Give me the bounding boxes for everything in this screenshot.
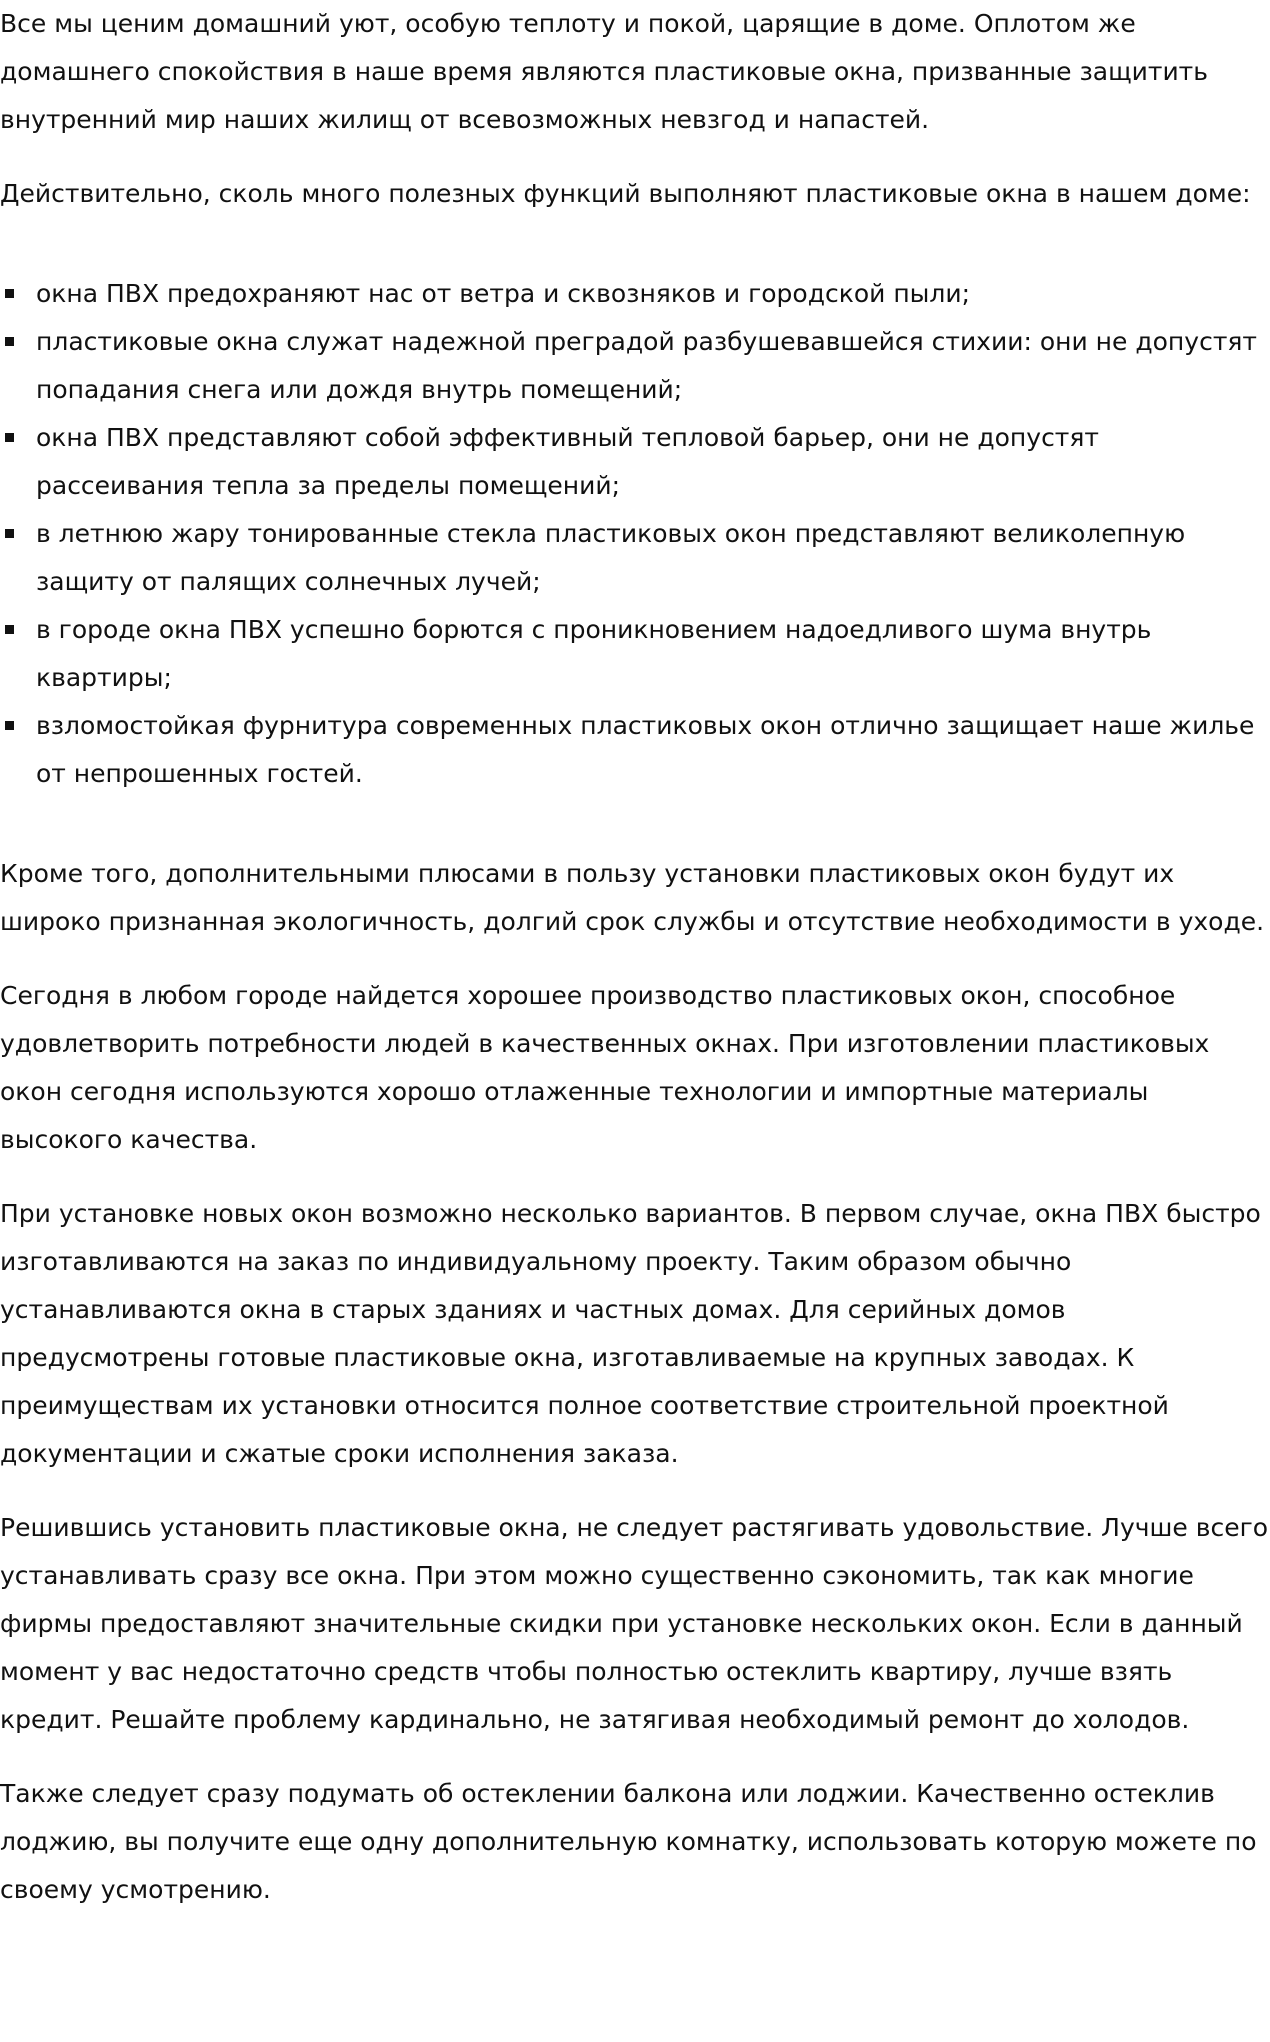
list-item <box>0 414 1270 510</box>
square-bullet-icon <box>5 721 14 730</box>
installation-options-paragraph: При установке новых окон возможно несколько вариантов. В первом случае, окна ПВХ быстро изготавливаются на заказ по индивидуальному проекту. Таким образом обычно устанавливаются окна в старых зданиях и частных домах. Для серийных домов предусмотрены готовые пластиковые окна, изготавливаемые на крупных заводах. К преимуществам их установки относится полное соответствие строительной проектной документации и сжатые сроки исполнения заказа. <box>0 1199 1261 1468</box>
square-bullet-icon <box>5 289 14 298</box>
advantages-paragraph: Кроме того, дополнительными плюсами в пользу установки пластиковых окон будут их широко признанная экологичность, долгий срок службы и отсутствие необходимости в уходе. <box>0 859 1265 936</box>
list-item <box>0 606 1270 702</box>
window-functions-list <box>0 270 1270 798</box>
intro-paragraph: Все мы ценим домашний уют, особую теплоту и покой, царящие в доме. Оплотом же домашнего спокойствия в наше время являются пластиковые окна, призванные защитить внутренний мир наших жилищ от всевозможных невзгод и напастей. <box>0 9 1208 134</box>
square-bullet-icon <box>5 529 14 538</box>
list-item-text: в летнюю жару тонированные стекла пластиковых окон представляют великолепную защиту от палящих солнечных лучей; <box>36 519 1186 596</box>
list-item <box>0 270 1270 318</box>
list-item-text: взломостойкая фурнитура современных пластиковых окон отлично защищает наше жилье от непрошенных гостей. <box>36 711 1255 788</box>
functions-intro-paragraph: Действительно, сколь много полезных функций выполняют пластиковые окна в нашем доме: <box>0 179 1251 208</box>
balcony-glazing-paragraph: Также следует сразу подумать об остеклении балкона или лоджии. Качественно остеклив лоджию, вы получите еще одну дополнительную комнатку, использовать которую можете по своему усмотрению. <box>0 1779 1257 1904</box>
production-paragraph: Сегодня в любом городе найдется хорошее производство пластиковых окон, способное удовлетворить потребности людей в качественных окнах. При изготовлении пластиковых окон сегодня используются хорошо отлаженные технологии и импортные материалы высокого качества. <box>0 981 1210 1154</box>
list-item <box>0 702 1270 798</box>
list-item-text: пластиковые окна служат надежной преградой разбушевавшейся стихии: они не допустят попадания снега или дождя внутрь помещений; <box>36 327 1257 404</box>
list-item-text: в городе окна ПВХ успешно борются с проникновением надоедливого шума внутрь квартиры; <box>36 615 1152 692</box>
list-item <box>0 510 1270 606</box>
list-item <box>0 318 1270 414</box>
list-item-text: окна ПВХ представляют собой эффективный тепловой барьер, они не допустят рассеивания тепла за пределы помещений; <box>36 423 1099 500</box>
square-bullet-icon <box>5 433 14 442</box>
install-all-windows-paragraph: Решившись установить пластиковые окна, не следует растягивать удовольствие. Лучше всего устанавливать сразу все окна. При этом можно существенно сэкономить, так как многие фирмы предоставляют значительные скидки при установке нескольких окон. Если в данный момент у вас недостаточно средств чтобы полностью остеклить квартиру, лучше взять кредит. Решайте проблему кардинально, не затягивая необходимый ремонт до холодов. <box>0 1513 1269 1734</box>
square-bullet-icon <box>5 337 14 346</box>
list-item-text: окна ПВХ предохраняют нас от ветра и сквозняков и городской пыли; <box>36 279 971 308</box>
square-bullet-icon <box>5 625 14 634</box>
